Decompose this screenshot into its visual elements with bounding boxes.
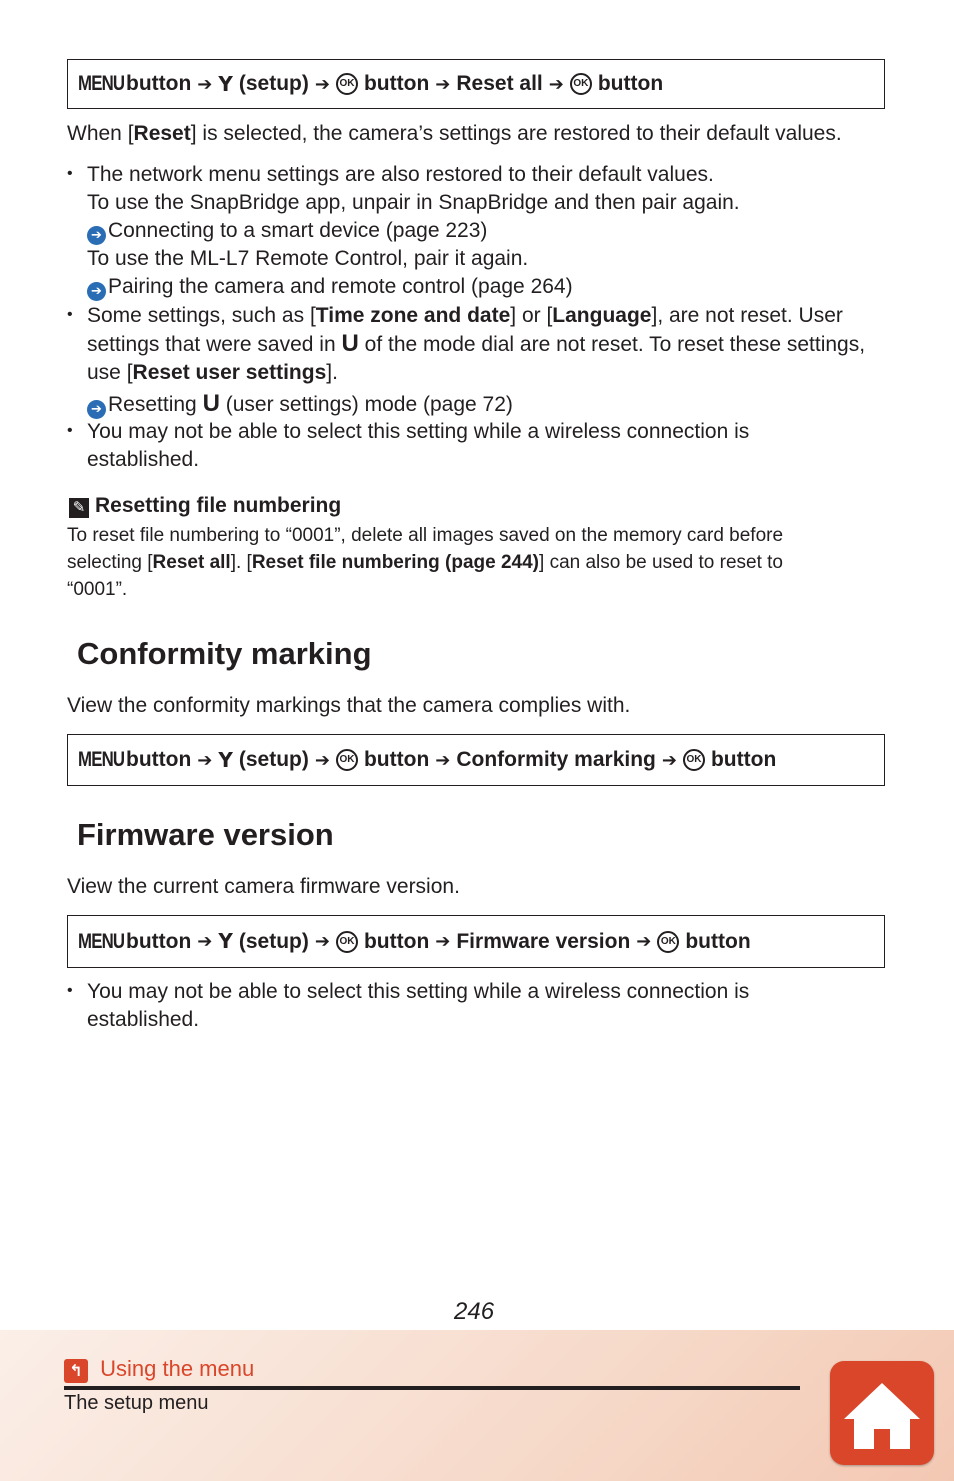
link-resetting[interactable]: ➔ Resetting U (user settings) mode (page 72) xyxy=(87,390,865,419)
footer-divider xyxy=(64,1386,800,1390)
home-icon xyxy=(830,1361,934,1465)
arrow-icon: ➔ xyxy=(661,749,677,770)
bullet-not-reset: Some settings, such as [Time zone and date] or [Language], are not reset. User settings that were saved in U of the mode dial are not reset. To reset these settings, use [Reset user settings]. ➔ Resetting U (user settings) mode (page 72) xyxy=(87,304,866,417)
user-mode-icon: U xyxy=(341,330,359,357)
arrow-icon: ➔ xyxy=(197,73,213,94)
wrench-icon: 𝗬 xyxy=(218,73,233,96)
nav-item: Conformity marking xyxy=(456,748,656,771)
firmware-text: View the current camera firmware version. xyxy=(67,875,460,898)
link-arrow-icon: ➔ xyxy=(87,400,106,419)
arrow-icon: ➔ xyxy=(314,749,330,770)
note-body: To reset file numbering to “0001”, delete all images saved on the memory card before selecting [Reset all]. [Reset file numbering (page 244)] can also be used to reset to “0001”. xyxy=(67,525,784,600)
back-icon: ↰ xyxy=(64,1359,88,1383)
arrow-icon: ➔ xyxy=(435,73,451,94)
nav-item: Firmware version xyxy=(456,929,631,953)
arrow-icon: ➔ xyxy=(548,73,564,94)
menu-icon: MENU xyxy=(78,72,125,95)
nav-path-firmware: MENU button ➔ 𝗬 (setup) ➔ OK button ➔ Firmware version ➔ OK button xyxy=(67,915,885,968)
bullet: • xyxy=(67,165,73,182)
arrow-icon: ➔ xyxy=(435,749,451,770)
home-button[interactable] xyxy=(830,1361,934,1465)
note-pencil-icon: ✎ xyxy=(69,498,89,518)
menu-icon: MENU xyxy=(78,929,125,953)
wrench-icon: 𝗬 xyxy=(218,931,233,953)
bullet: • xyxy=(67,306,73,323)
arrow-icon: ➔ xyxy=(435,931,451,951)
nav-item: Reset all xyxy=(456,72,543,95)
footer-subsection: The setup menu xyxy=(64,1392,209,1414)
link-pairing[interactable]: ➔ Pairing the camera and remote control (page 264) xyxy=(87,273,740,301)
arrow-icon: ➔ xyxy=(197,749,213,770)
heading-firmware: Firmware version xyxy=(77,817,334,852)
bullet-network: The network menu settings are also restored to their default values. To use the SnapBridge app, unpair in SnapBridge and then pair again. ➔ Connecting to a smart device (page 223) To use the ML-L7 Remote Control, pair it again. ➔ Pairing the camera and remote control (page 264) xyxy=(87,161,740,301)
note-title: ✎ Resetting file numbering xyxy=(69,494,341,518)
arrow-icon: ➔ xyxy=(197,931,213,951)
bullet-firmware-wireless: You may not be able to select this setting while a wireless connection is established. xyxy=(87,980,750,1031)
arrow-icon: ➔ xyxy=(314,73,330,94)
wrench-icon: 𝗬 xyxy=(218,749,233,772)
heading-conformity: Conformity marking xyxy=(77,636,372,671)
reset-intro: When [Reset] is selected, the camera’s settings are restored to their default values. xyxy=(67,122,842,145)
link-arrow-icon: ➔ xyxy=(87,226,106,245)
conformity-text: View the conformity markings that the camera complies with. xyxy=(67,694,631,717)
ok-button-icon: OK xyxy=(570,73,592,95)
ok-button-icon: OK xyxy=(657,931,679,953)
bullet: • xyxy=(67,422,73,439)
page-number: 246 xyxy=(454,1298,495,1325)
bullet-wireless: You may not be able to select this setting while a wireless connection is established. xyxy=(87,420,750,471)
ok-button-icon: OK xyxy=(336,749,358,771)
nav-path-conformity: MENU button ➔ 𝗬 (setup) ➔ OK button ➔ Conformity marking ➔ OK button xyxy=(67,734,885,786)
ok-button-icon: OK xyxy=(683,749,705,771)
bullet: • xyxy=(67,982,73,999)
footer-section-link[interactable]: ↰ Using the menu xyxy=(64,1356,254,1383)
ok-button-icon: OK xyxy=(336,73,358,95)
link-arrow-icon: ➔ xyxy=(87,282,106,301)
menu-icon: MENU xyxy=(78,748,125,771)
ok-button-icon: OK xyxy=(336,931,358,953)
link-connecting[interactable]: ➔ Connecting to a smart device (page 223) xyxy=(87,217,740,245)
arrow-icon: ➔ xyxy=(314,931,330,951)
arrow-icon: ➔ xyxy=(636,931,652,951)
nav-path-reset-all: MENU button ➔ 𝗬 (setup) ➔ OK button ➔ Reset all ➔ OK button xyxy=(67,59,885,109)
user-mode-icon: U xyxy=(202,390,220,417)
